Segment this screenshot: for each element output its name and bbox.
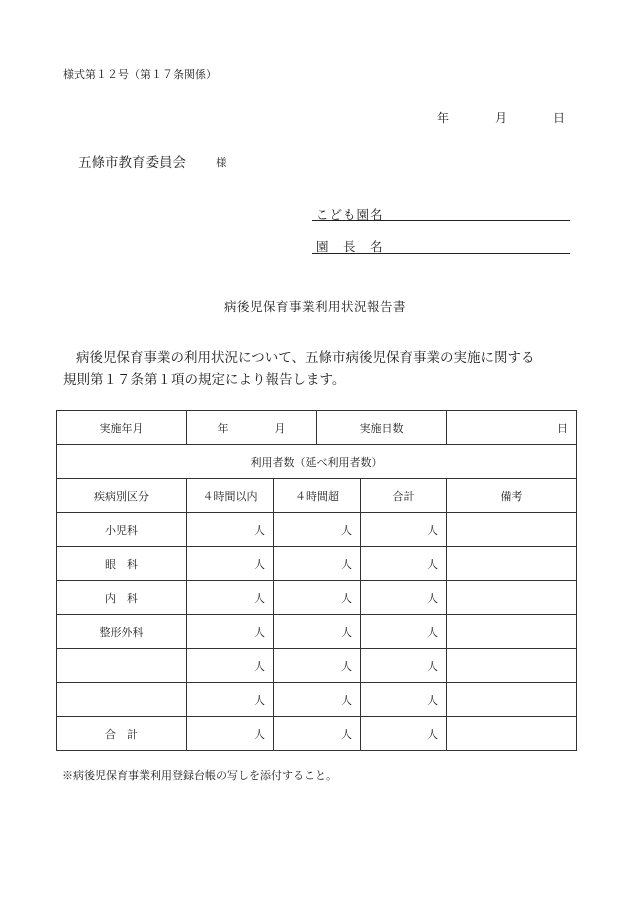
document-body — [63, 347, 573, 391]
column-header: 疾病別区分 — [57, 479, 187, 513]
period-month: 月 — [274, 421, 286, 435]
table-row — [57, 581, 577, 615]
within-4h-cell[interactable]: 人 — [187, 547, 274, 581]
table-row — [57, 513, 577, 547]
row-category: 内 科 — [57, 581, 187, 615]
usage-report-table — [56, 410, 577, 751]
total-cell[interactable]: 人 — [361, 547, 447, 581]
within-4h-cell[interactable]: 人 — [187, 649, 274, 683]
director-name-field[interactable] — [312, 253, 570, 254]
row-category — [57, 649, 187, 683]
within-4h-cell[interactable]: 人 — [187, 683, 274, 717]
table-row — [57, 547, 577, 581]
over-4h-cell[interactable]: 人 — [274, 683, 361, 717]
column-header: ４時間以内 — [187, 479, 274, 513]
remarks-cell[interactable] — [447, 581, 577, 615]
row-category: 合 計 — [57, 717, 187, 751]
period-value[interactable] — [187, 411, 317, 445]
remarks-cell[interactable] — [447, 615, 577, 649]
total-cell[interactable]: 人 — [361, 683, 447, 717]
total-cell[interactable]: 人 — [361, 513, 447, 547]
column-header: 備考 — [447, 479, 577, 513]
row-category — [57, 683, 187, 717]
within-4h-cell[interactable]: 人 — [187, 615, 274, 649]
period-row — [57, 411, 577, 445]
remarks-cell[interactable] — [447, 649, 577, 683]
footnote: ※病後児保育事業利用登録台帳の写しを添付すること。 — [62, 769, 337, 782]
table-row — [57, 717, 577, 751]
remarks-cell[interactable] — [447, 547, 577, 581]
column-header-row — [57, 479, 577, 513]
body-line-2: 規則第１７条第１項の規定により報告します。 — [63, 372, 346, 388]
over-4h-cell[interactable]: 人 — [274, 581, 361, 615]
row-category: 整形外科 — [57, 615, 187, 649]
row-category: 眼 科 — [57, 547, 187, 581]
days-value[interactable] — [447, 411, 577, 445]
over-4h-cell[interactable]: 人 — [274, 649, 361, 683]
days-label: 実施日数 — [317, 411, 447, 445]
nursery-name-label: こども園名 — [316, 207, 384, 222]
total-cell[interactable]: 人 — [361, 581, 447, 615]
table-row — [57, 649, 577, 683]
table-row — [57, 615, 577, 649]
over-4h-cell[interactable]: 人 — [274, 513, 361, 547]
column-header: ４時間超 — [274, 479, 361, 513]
total-cell[interactable]: 人 — [361, 649, 447, 683]
over-4h-cell[interactable]: 人 — [274, 717, 361, 751]
days-unit: 日 — [557, 421, 568, 435]
table-row — [57, 683, 577, 717]
date-year-label: 年 — [437, 111, 450, 125]
over-4h-cell[interactable]: 人 — [274, 615, 361, 649]
users-heading-row — [57, 445, 577, 479]
over-4h-cell[interactable]: 人 — [274, 547, 361, 581]
director-name-label: 園 長 名 — [316, 239, 384, 254]
date-day-label: 日 — [553, 111, 566, 125]
remarks-cell[interactable] — [447, 513, 577, 547]
body-line-1: 病後児保育事業の利用状況について、五條市病後児保育事業の実施に関する — [76, 350, 535, 366]
column-header: 合計 — [361, 479, 447, 513]
total-cell[interactable]: 人 — [361, 717, 447, 751]
document-title: 病後児保育事業利用状況報告書 — [223, 299, 406, 314]
within-4h-cell[interactable]: 人 — [187, 717, 274, 751]
addressee: 五條市教育委員会 — [78, 155, 186, 171]
form-number: 様式第１２号（第１７条関係） — [63, 68, 217, 81]
remarks-cell[interactable] — [447, 717, 577, 751]
date-month-label: 月 — [495, 111, 508, 125]
remarks-cell[interactable] — [447, 683, 577, 717]
row-category: 小児科 — [57, 513, 187, 547]
nursery-name-field[interactable] — [312, 220, 570, 221]
period-year: 年 — [217, 421, 229, 435]
honorific: 様 — [216, 157, 227, 169]
period-label: 実施年月 — [57, 411, 187, 445]
within-4h-cell[interactable]: 人 — [187, 513, 274, 547]
users-heading: 利用者数（延べ利用者数） — [57, 445, 577, 479]
within-4h-cell[interactable]: 人 — [187, 581, 274, 615]
total-cell[interactable]: 人 — [361, 615, 447, 649]
